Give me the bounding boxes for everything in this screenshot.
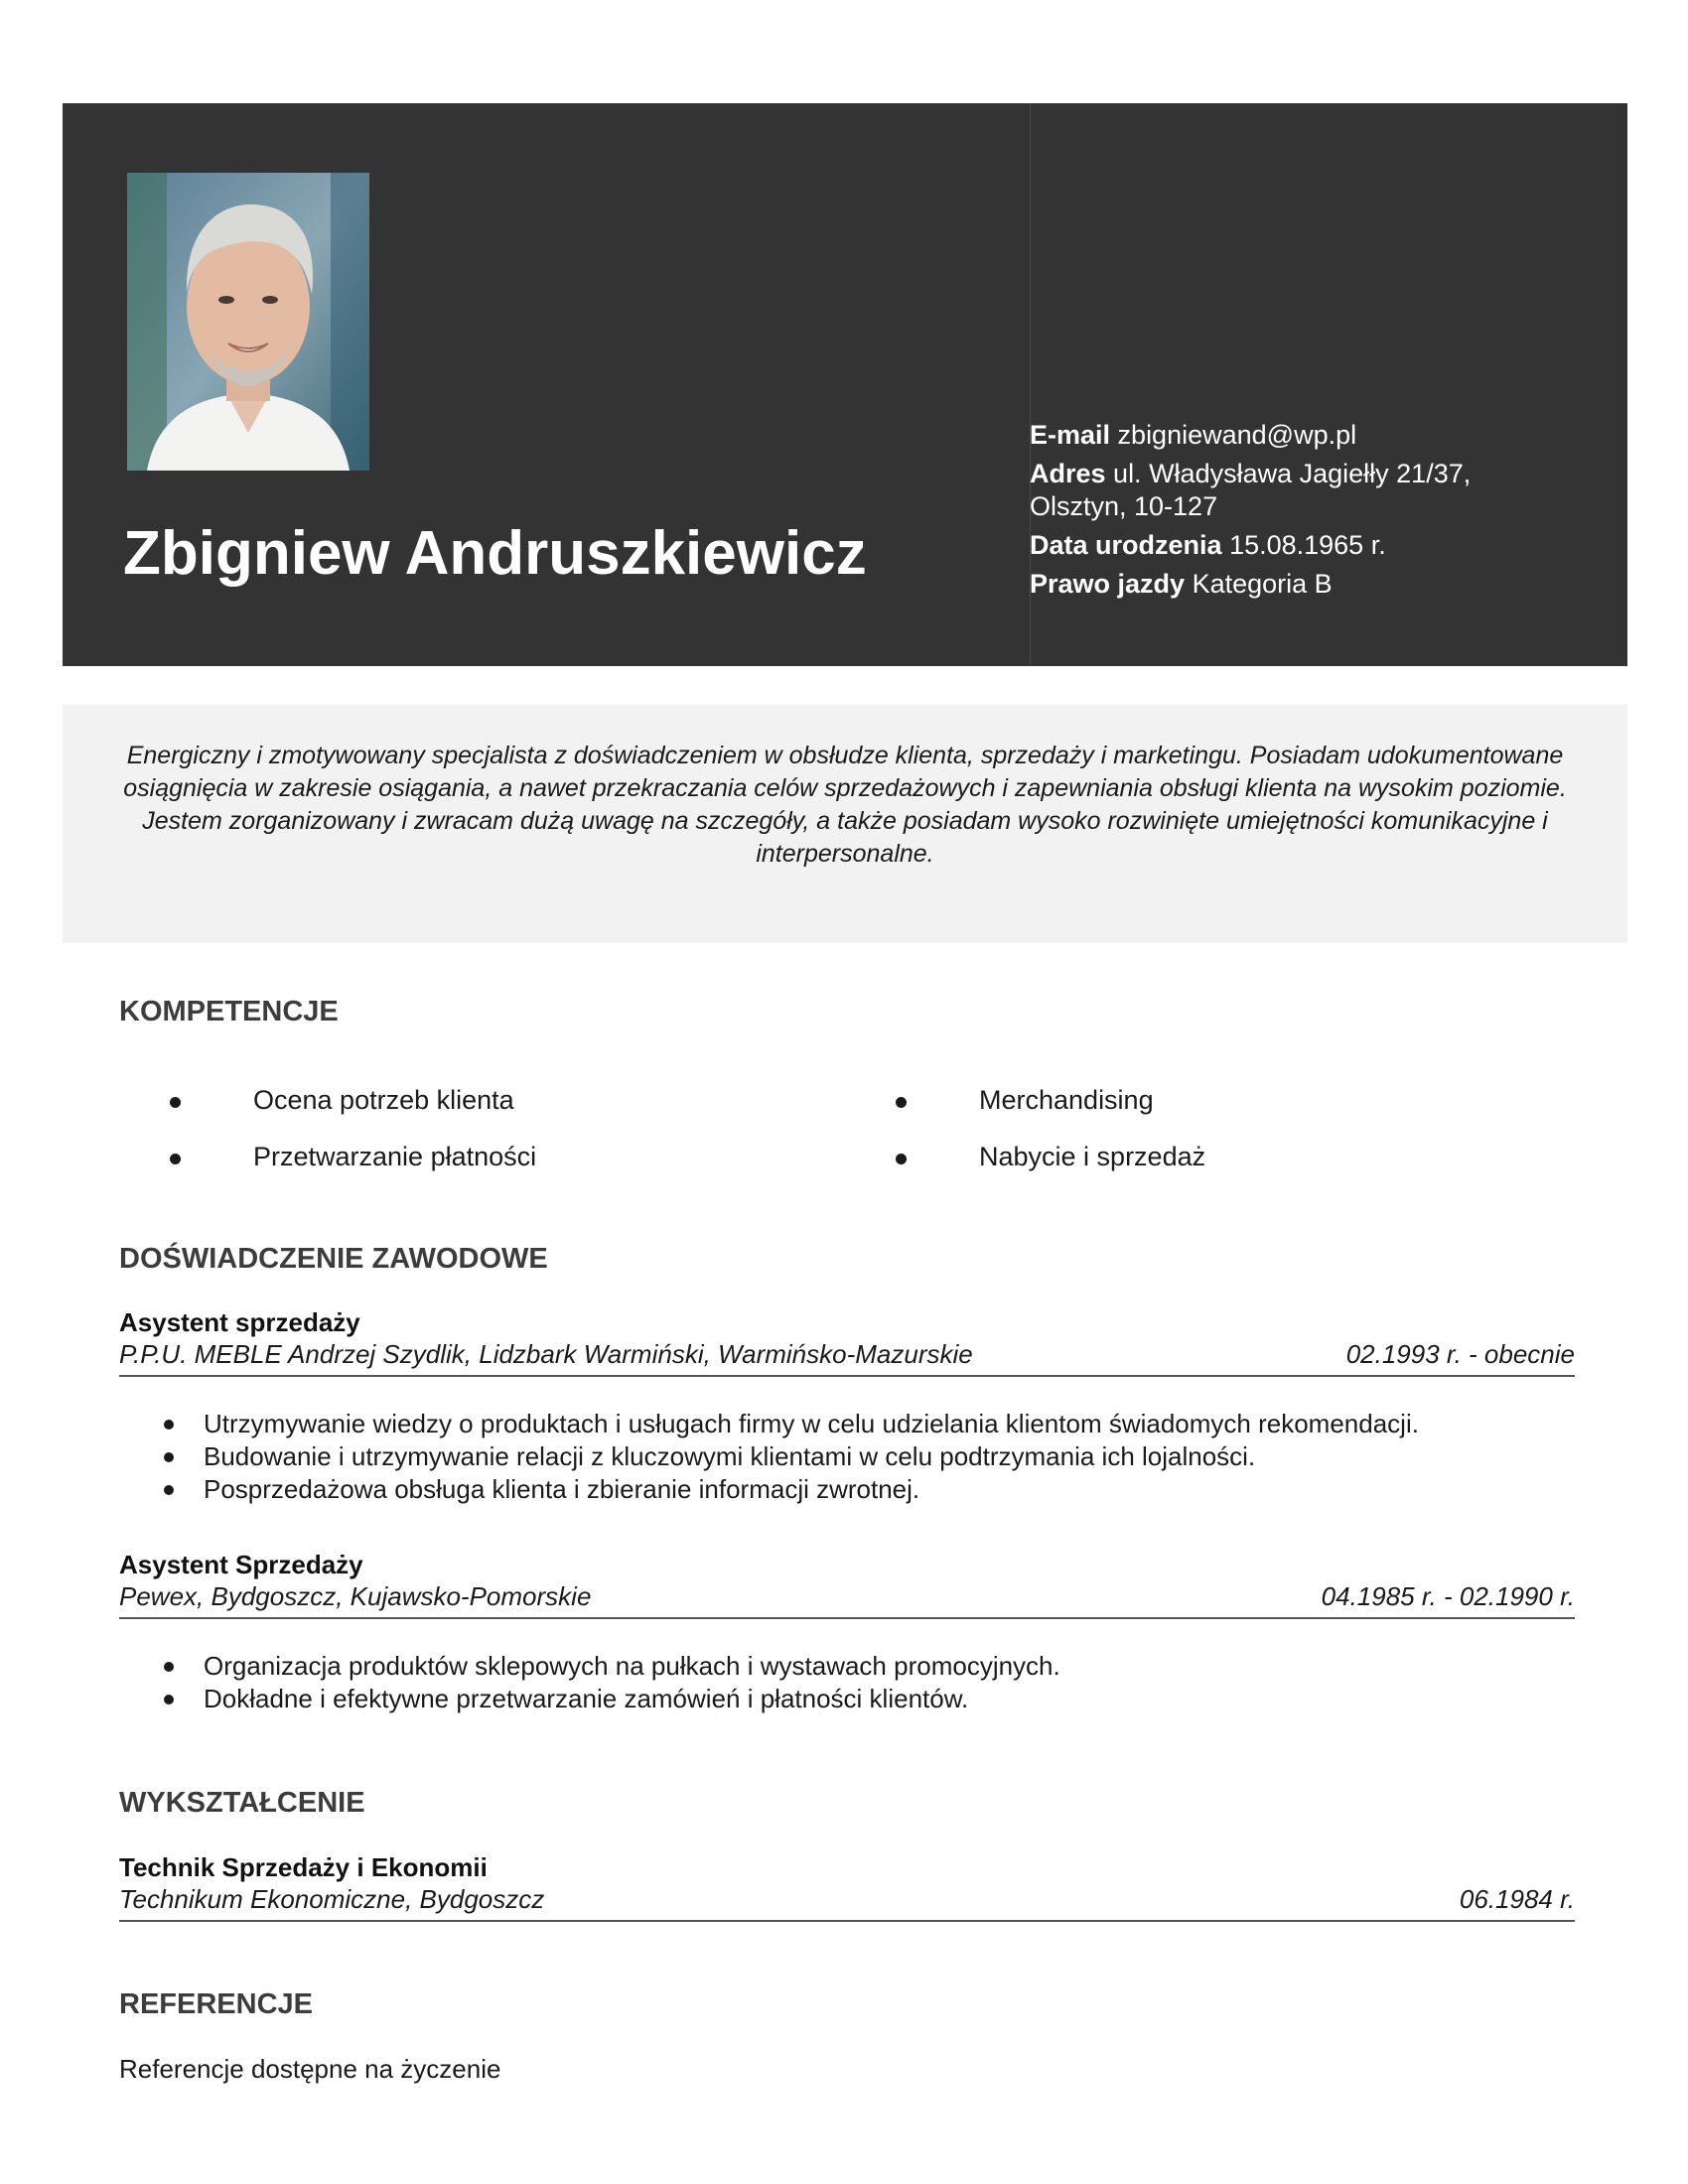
email-value: zbigniewand@wp.pl <box>1117 420 1357 450</box>
duty-item <box>164 1408 1574 1440</box>
duty-item <box>164 1683 1574 1715</box>
bullet-icon <box>164 1485 174 1495</box>
contact-email-row <box>1030 419 1546 452</box>
address-label: Adres <box>1030 459 1106 488</box>
job-meta-line <box>119 1339 1575 1377</box>
experience-title: DOŚWIADCZENIE ZAWODOWE <box>119 1243 548 1275</box>
job-position: Asystent sprzedaży <box>119 1307 360 1337</box>
header-banner <box>63 103 1627 666</box>
job-organization: P.P.U. MEBLE Andrzej Szydlik, Lidzbark Warmiński, Warmińsko-Mazurskie <box>119 1339 973 1369</box>
competency-item: Ocena potrzeb klienta <box>253 1085 514 1115</box>
bullet-icon <box>164 1662 174 1672</box>
summary-text: Energiczny i zmotywowany specjalista z doświadczeniem w obsłudze klienta, sprzedaży i marketingu. Posiadam udokumentowane osiągnięcia w zakresie osiągania, a nawet przekraczania celów sprzedażowych i zapewniania obsługi klienta na wysokim poziomie. Jestem zorganizowany i zwracam dużą uwagę na szczegóły, a także posiadam wysoko rozwinięte umiejętności komunikacyjne i interpersonalne. <box>123 742 1567 868</box>
competency-item: Nabycie i sprzedaż <box>979 1142 1206 1171</box>
summary-box <box>63 705 1627 943</box>
bullet-icon <box>170 1097 181 1108</box>
job-meta-line <box>119 1581 1575 1619</box>
job-dates: 02.1993 r. - obecnie <box>1345 1339 1575 1369</box>
bullet-icon <box>896 1097 907 1108</box>
birth-value: 15.08.1965 r. <box>1229 530 1386 560</box>
contact-address-row <box>1030 458 1546 523</box>
bullet-icon <box>164 1695 174 1705</box>
duty-text: Utrzymywanie wiedzy o produktach i usługach firmy w celu udzielania klientom świadomych rekomendacji. <box>204 1409 1419 1438</box>
job-duties-list <box>164 1650 1574 1715</box>
contact-birth-row <box>1030 529 1546 562</box>
bullet-icon <box>896 1154 907 1164</box>
duty-text: Organizacja produktów sklepowych na pułkach i wystawach promocyjnych. <box>204 1651 1060 1681</box>
duty-text: Dokładne i efektywne przetwarzanie zamówień i płatności klientów. <box>204 1684 969 1713</box>
education-dates: 06.1984 r. <box>1459 1884 1575 1914</box>
profile-photo <box>127 173 369 471</box>
education-school: Technikum Ekonomiczne, Bydgoszcz <box>119 1884 545 1914</box>
competencies-title: KOMPETENCJE <box>119 996 339 1027</box>
license-value: Kategoria B <box>1192 569 1333 599</box>
education-title: WYKSZTAŁCENIE <box>119 1787 365 1819</box>
education-meta-line <box>119 1884 1575 1922</box>
duty-text: Posprzedażowa obsługa klienta i zbieranie informacji zwrotnej. <box>204 1474 920 1504</box>
email-label: E-mail <box>1030 420 1111 450</box>
references-text: Referencje dostępne na życzenie <box>119 2054 501 2084</box>
duty-item <box>164 1650 1574 1683</box>
bullet-icon <box>164 1420 174 1430</box>
bullet-icon <box>170 1154 181 1164</box>
references-title: REFERENCJE <box>119 1988 313 2020</box>
address-line1: ul. Władysława Jagiełły 21/37, <box>1113 459 1472 488</box>
job-organization: Pewex, Bydgoszcz, Kujawsko-Pomorskie <box>119 1581 592 1611</box>
contact-license-row <box>1030 568 1546 601</box>
competency-item: Przetwarzanie płatności <box>253 1142 537 1171</box>
duty-item <box>164 1473 1574 1506</box>
license-label: Prawo jazdy <box>1030 569 1186 599</box>
job-duties-list <box>164 1408 1574 1506</box>
candidate-name: Zbigniew Andruszkiewicz <box>123 519 867 588</box>
job-dates: 04.1985 r. - 02.1990 r. <box>1321 1581 1575 1611</box>
birth-label: Data urodzenia <box>1030 530 1222 560</box>
competency-item: Merchandising <box>979 1085 1154 1115</box>
duty-item <box>164 1440 1574 1473</box>
address-line2: Olsztyn, 10-127 <box>1030 491 1218 521</box>
portrait-image <box>127 173 369 471</box>
duty-text: Budowanie i utrzymywanie relacji z kluczowymi klientami w celu podtrzymania ich lojalności. <box>204 1441 1256 1471</box>
job-position: Asystent Sprzedaży <box>119 1550 363 1579</box>
education-degree: Technik Sprzedaży i Ekonomii <box>119 1852 488 1882</box>
bullet-icon <box>164 1452 174 1462</box>
contact-info <box>1030 419 1546 607</box>
